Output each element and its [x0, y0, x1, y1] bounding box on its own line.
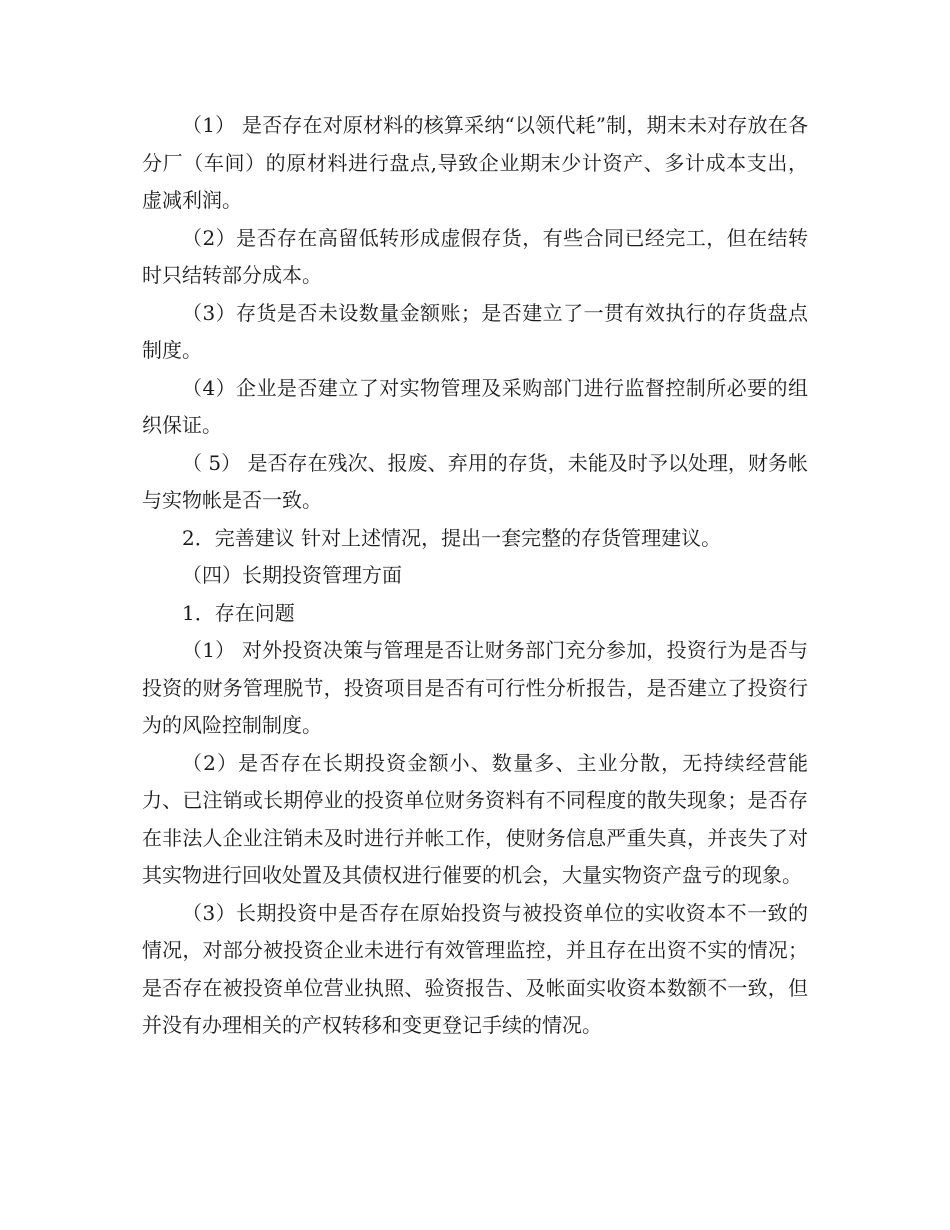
paragraph-improvement-suggestion: 2．完善建议 针对上述情况，提出一套完整的存货管理建议。 — [182, 525, 722, 550]
subheading-existing-problems: 1．存在问题 — [182, 600, 295, 625]
section-heading-long-term-investment: （四）长期投资管理方面 — [182, 563, 402, 587]
paragraph-investment-decision: （1） 对外投资决策与管理是否让财务部门充分参加，投资行为是否与投资的财务管理脱节，投资项目是否有可行性分析报告，是否建立了投资行为的风险控制制度。 — [142, 638, 808, 737]
paragraph-false-inventory: （2）是否存在高留低转形成虚假存货，有些合同已经完工，但在结转时只结转部分成本。 — [142, 225, 808, 287]
paragraph-raw-material-accounting: （1） 是否存在对原材料的核算采纳“以领代耗”制，期末未对存放在各分厂（车间）的原材料进行盘点,导致企业期末少计资产、多计成本支出，虚减利润。 — [142, 113, 808, 212]
paragraph-quantity-amount-ledger: （3）存货是否未设数量金额账；是否建立了一贯有效执行的存货盘点制度。 — [142, 300, 808, 362]
paragraph-defective-inventory: （ 5） 是否存在残次、报废、弃用的存货，未能及时予以处理，财务帐与实物帐是否一致。 — [142, 450, 808, 512]
document-body — [142, 107, 808, 1045]
paragraph-scattered-investments: （2）是否存在长期投资金额小、数量多、主业分散，无持续经营能力、已注销或长期停业的投资单位财务资料有不同程度的散失现象；是否存在非法人企业注销未及时进行并帐工作，使财务信息严重失真，并丧失了对其实物进行回收处置及其债权进行催要的机会，大量实物资产盘亏的现象。 — [142, 750, 808, 887]
paragraph-capital-inconsistency: （3）长期投资中是否存在原始投资与被投资单位的实收资本不一致的情况，对部分被投资企业未进行有效管理监控，并且存在出资不实的情况；是否存在被投资单位营业执照、验资报告、及帐面实收资本数额不一致，但并没有办理相关的产权转移和变更登记手续的情况。 — [142, 900, 808, 1037]
paragraph-organizational-guarantee: （4）企业是否建立了对实物管理及采购部门进行监督控制所必要的组织保证。 — [142, 375, 808, 437]
